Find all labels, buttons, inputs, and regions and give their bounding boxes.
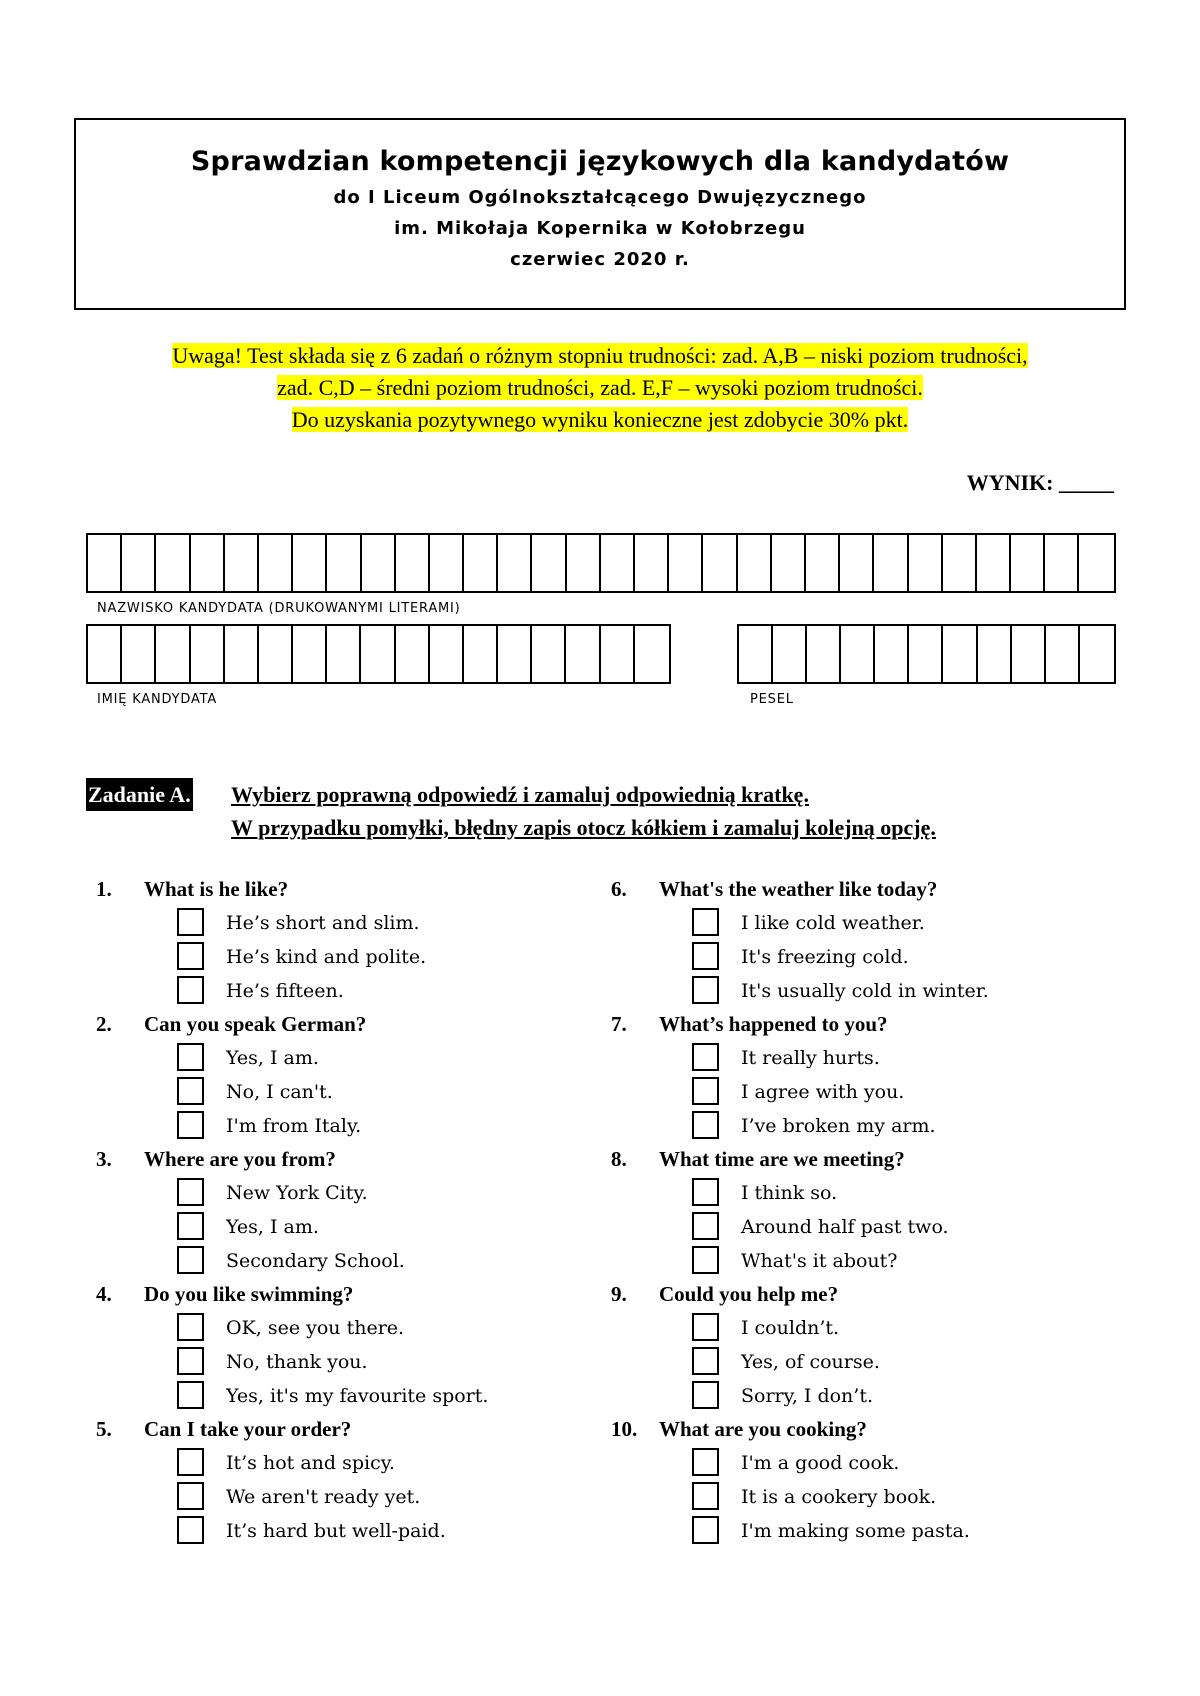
letter-cell[interactable] <box>943 535 977 591</box>
answer-checkbox[interactable] <box>177 908 204 936</box>
question-number: 1. <box>96 877 112 901</box>
pesel-label: PESEL <box>750 692 794 707</box>
letter-cell[interactable] <box>601 535 635 591</box>
answer-option-label: I like cold weather. <box>741 912 925 934</box>
answer-checkbox[interactable] <box>692 1212 719 1240</box>
answer-option[interactable] <box>611 1446 1131 1480</box>
answer-option[interactable] <box>611 1210 1131 1244</box>
letter-cell[interactable] <box>875 626 909 682</box>
task-instruction-2: W przypadku pomyłki, błędny zapis otocz kółkiem i zamaluj kolejną opcję. <box>231 815 936 840</box>
question-text: Where are you from? <box>144 1147 336 1171</box>
answer-option[interactable] <box>96 1041 616 1075</box>
answer-checkbox[interactable] <box>692 1246 719 1274</box>
letter-cell[interactable] <box>532 626 566 682</box>
question-title <box>96 872 616 906</box>
question-text: What is he like? <box>144 877 289 901</box>
answer-option-label: It really hurts. <box>741 1047 880 1069</box>
letter-cell[interactable] <box>396 626 430 682</box>
answer-checkbox[interactable] <box>692 1077 719 1105</box>
letter-cell[interactable] <box>1011 535 1045 591</box>
answer-option-label: I think so. <box>741 1182 838 1204</box>
header-box <box>74 118 1126 310</box>
letter-cell[interactable] <box>909 626 943 682</box>
answer-checkbox[interactable] <box>177 1313 204 1341</box>
answer-option[interactable] <box>611 1075 1131 1109</box>
question <box>611 1142 1131 1277</box>
answer-option-label: New York City. <box>226 1182 368 1204</box>
notice <box>0 340 1200 436</box>
question-text: Could you help me? <box>659 1282 839 1306</box>
question-text: What are you cooking? <box>659 1417 867 1441</box>
letter-cell[interactable] <box>806 535 840 591</box>
letter-cell[interactable] <box>601 626 635 682</box>
question <box>96 1007 616 1142</box>
answer-option[interactable] <box>611 1311 1131 1345</box>
letter-cell[interactable] <box>191 626 225 682</box>
answer-checkbox[interactable] <box>692 1178 719 1206</box>
letter-cell[interactable] <box>874 535 908 591</box>
answer-option-label: I agree with you. <box>741 1081 905 1103</box>
task-instruction-1: Wybierz poprawną odpowiedź i zamaluj odpowiednią kratkę. <box>231 782 809 807</box>
answer-checkbox[interactable] <box>692 1347 719 1375</box>
question-title <box>611 1007 1131 1041</box>
answer-option-label: It is a cookery book. <box>741 1486 937 1508</box>
surname-label: NAZWISKO KANDYDATA (DRUKOWANYMI LITERAMI) <box>97 601 461 616</box>
letter-cell[interactable] <box>259 626 293 682</box>
answer-option-label: I'm a good cook. <box>741 1452 900 1474</box>
letter-cell[interactable] <box>738 535 772 591</box>
answer-checkbox[interactable] <box>177 942 204 970</box>
letter-cell[interactable] <box>361 626 395 682</box>
answer-checkbox[interactable] <box>692 1448 719 1476</box>
question <box>96 1277 616 1412</box>
answer-option[interactable] <box>611 1109 1131 1143</box>
answer-option-label: It's freezing cold. <box>741 946 909 968</box>
task-heading <box>86 778 936 840</box>
question-number: 10. <box>611 1417 638 1441</box>
answer-option[interactable] <box>96 1345 616 1379</box>
answer-option-label: It’s hard but well-paid. <box>226 1520 446 1542</box>
answer-option[interactable] <box>611 940 1131 974</box>
answer-checkbox[interactable] <box>177 1347 204 1375</box>
question-number: 8. <box>611 1147 627 1171</box>
answer-option-label: He’s fifteen. <box>226 980 344 1002</box>
question-text: Can you speak German? <box>144 1012 367 1036</box>
answer-option[interactable] <box>96 1075 616 1109</box>
question <box>96 872 616 1007</box>
answer-option[interactable] <box>96 1311 616 1345</box>
question-title <box>96 1142 616 1176</box>
letter-cell[interactable] <box>739 626 773 682</box>
letter-cell[interactable] <box>464 626 498 682</box>
question-number: 9. <box>611 1282 627 1306</box>
letter-cell[interactable] <box>156 535 190 591</box>
letter-cell[interactable] <box>635 535 669 591</box>
letter-cell[interactable] <box>122 626 156 682</box>
question <box>96 1142 616 1277</box>
answer-option-label: No, I can't. <box>226 1081 333 1103</box>
answer-checkbox[interactable] <box>692 976 719 1004</box>
surname-grid[interactable] <box>86 533 1116 593</box>
answer-checkbox[interactable] <box>692 1043 719 1071</box>
question-number: 7. <box>611 1012 627 1036</box>
answer-option-label: He’s kind and polite. <box>226 946 427 968</box>
letter-cell[interactable] <box>293 535 327 591</box>
letter-cell[interactable] <box>532 535 566 591</box>
answer-checkbox[interactable] <box>692 1111 719 1139</box>
answer-option-label: OK, see you there. <box>226 1317 405 1339</box>
question <box>611 1412 1131 1547</box>
letter-cell[interactable] <box>567 535 601 591</box>
score-field[interactable]: WYNIK: _____ <box>966 470 1114 495</box>
letter-cell[interactable] <box>259 535 293 591</box>
letter-cell[interactable] <box>327 626 361 682</box>
answer-option[interactable] <box>96 1244 616 1278</box>
answer-checkbox[interactable] <box>177 1178 204 1206</box>
page-title: Sprawdzian kompetencji językowych dla kandydatów <box>190 146 1010 177</box>
answer-checkbox[interactable] <box>177 1381 204 1409</box>
question <box>611 872 1131 1007</box>
letter-cell[interactable] <box>396 535 430 591</box>
answer-checkbox[interactable] <box>177 1246 204 1274</box>
letter-cell[interactable] <box>977 535 1011 591</box>
question-text: What’s happened to you? <box>659 1012 888 1036</box>
answer-option[interactable] <box>96 974 616 1008</box>
letter-cell[interactable] <box>772 535 806 591</box>
question-text: What's the weather like today? <box>659 877 938 901</box>
answer-option-label: We aren't ready yet. <box>226 1486 421 1508</box>
task-instructions <box>231 778 1031 844</box>
letter-cell[interactable] <box>293 626 327 682</box>
answer-option-label: Secondary School. <box>226 1250 405 1272</box>
answer-option[interactable] <box>96 1514 616 1548</box>
answer-checkbox[interactable] <box>692 1381 719 1409</box>
question-title <box>611 1142 1131 1176</box>
answer-option-label: He’s short and slim. <box>226 912 420 934</box>
letter-cell[interactable] <box>430 626 464 682</box>
question-text: Do you like swimming? <box>144 1282 354 1306</box>
letter-cell[interactable] <box>635 626 669 682</box>
school-line: do I Liceum Ogólnokształcącego Dwujęzycznego <box>333 187 867 208</box>
answer-option[interactable] <box>611 1345 1131 1379</box>
answer-checkbox[interactable] <box>692 1313 719 1341</box>
answer-option-label: I'm making some pasta. <box>741 1520 970 1542</box>
answer-option[interactable] <box>611 974 1131 1008</box>
letter-cell[interactable] <box>703 535 737 591</box>
answer-option[interactable] <box>96 906 616 940</box>
letter-cell[interactable] <box>191 535 225 591</box>
letter-cell[interactable] <box>978 626 1012 682</box>
question-title <box>611 1277 1131 1311</box>
date-line: czerwiec 2020 r. <box>510 249 690 270</box>
answer-option[interactable] <box>611 1379 1131 1413</box>
letter-cell[interactable] <box>943 626 977 682</box>
letter-cell[interactable] <box>1080 626 1114 682</box>
letter-cell[interactable] <box>327 535 361 591</box>
task-tag: Zadanie A. <box>86 778 193 811</box>
answer-checkbox[interactable] <box>177 976 204 1004</box>
answer-checkbox[interactable] <box>177 1516 204 1544</box>
answer-option-label: No, thank you. <box>226 1351 368 1373</box>
letter-cell[interactable] <box>362 535 396 591</box>
answer-option-label: Yes, I am. <box>226 1216 319 1238</box>
name-grid[interactable] <box>86 624 671 684</box>
letter-cell[interactable] <box>669 535 703 591</box>
letter-cell[interactable] <box>841 626 875 682</box>
letter-cell[interactable] <box>840 535 874 591</box>
notice-line-2: zad. C,D – średni poziom trudności, zad. E,F – wysoki poziom trudności. <box>277 375 923 400</box>
letter-cell[interactable] <box>773 626 807 682</box>
answer-checkbox[interactable] <box>177 1212 204 1240</box>
letter-cell[interactable] <box>430 535 464 591</box>
answer-option[interactable] <box>96 1176 616 1210</box>
answer-checkbox[interactable] <box>692 908 719 936</box>
answer-option-label: Yes, I am. <box>226 1047 319 1069</box>
answer-option-label: Yes, it's my favourite sport. <box>226 1385 489 1407</box>
question-number: 3. <box>96 1147 112 1171</box>
letter-cell[interactable] <box>225 626 259 682</box>
question <box>96 1412 616 1547</box>
answer-checkbox[interactable] <box>177 1448 204 1476</box>
answer-checkbox[interactable] <box>177 1043 204 1071</box>
question <box>611 1007 1131 1142</box>
answer-option[interactable] <box>96 1480 616 1514</box>
pesel-grid[interactable] <box>737 624 1116 684</box>
answer-option[interactable] <box>96 1446 616 1480</box>
answer-option[interactable] <box>96 940 616 974</box>
letter-cell[interactable] <box>1012 626 1046 682</box>
answer-option-label: It's usually cold in winter. <box>741 980 989 1002</box>
answer-option-label: Yes, of course. <box>741 1351 880 1373</box>
question <box>611 1277 1131 1412</box>
letter-cell[interactable] <box>566 626 600 682</box>
letter-cell[interactable] <box>122 535 156 591</box>
question-title <box>96 1412 616 1446</box>
answer-option-label: It’s hot and spicy. <box>226 1452 395 1474</box>
notice-line-3: Do uzyskania pozytywnego wyniku konieczne jest zdobycie 30% pkt. <box>291 407 909 432</box>
notice-line-1: Uwaga! Test składa się z 6 zadań o różnym stopniu trudności: zad. A,B – niski poziom trudności, <box>172 343 1028 368</box>
letter-cell[interactable] <box>1045 535 1079 591</box>
letter-cell[interactable] <box>498 626 532 682</box>
letter-cell[interactable] <box>807 626 841 682</box>
answer-checkbox[interactable] <box>692 1516 719 1544</box>
question-number: 2. <box>96 1012 112 1036</box>
name-label: IMIĘ KANDYDATA <box>97 692 218 707</box>
question-number: 6. <box>611 877 627 901</box>
letter-cell[interactable] <box>464 535 498 591</box>
letter-cell[interactable] <box>909 535 943 591</box>
answer-option[interactable] <box>611 1041 1131 1075</box>
answer-checkbox[interactable] <box>177 1482 204 1510</box>
answer-option[interactable] <box>96 1109 616 1143</box>
answer-option-label: I couldn’t. <box>741 1317 840 1339</box>
letter-cell[interactable] <box>1046 626 1080 682</box>
answer-option[interactable] <box>96 1210 616 1244</box>
school-name-line: im. Mikołaja Kopernika w Kołobrzegu <box>394 218 806 239</box>
answer-checkbox[interactable] <box>177 1111 204 1139</box>
question-number: 4. <box>96 1282 112 1306</box>
question-text: What time are we meeting? <box>659 1147 905 1171</box>
answer-option[interactable] <box>611 1514 1131 1548</box>
question-text: Can I take your order? <box>144 1417 352 1441</box>
answer-option-label: Around half past two. <box>741 1216 949 1238</box>
letter-cell[interactable] <box>225 535 259 591</box>
letter-cell[interactable] <box>498 535 532 591</box>
answer-option-label: I’ve broken my arm. <box>741 1115 936 1137</box>
letter-cell[interactable] <box>88 626 122 682</box>
answer-checkbox[interactable] <box>177 1077 204 1105</box>
answer-option[interactable] <box>611 1244 1131 1278</box>
answer-checkbox[interactable] <box>692 942 719 970</box>
answer-option[interactable] <box>611 1480 1131 1514</box>
answer-option-label: What's it about? <box>741 1250 898 1272</box>
letter-cell[interactable] <box>156 626 190 682</box>
answer-option[interactable] <box>611 1176 1131 1210</box>
letter-cell[interactable] <box>88 535 122 591</box>
answer-option[interactable] <box>96 1379 616 1413</box>
questions-right-column <box>611 872 1131 1547</box>
question-title <box>96 1277 616 1311</box>
answer-option[interactable] <box>611 906 1131 940</box>
question-number: 5. <box>96 1417 112 1441</box>
answer-checkbox[interactable] <box>692 1482 719 1510</box>
questions-left-column <box>96 872 616 1547</box>
answer-option-label: Sorry, I don’t. <box>741 1385 874 1407</box>
letter-cell[interactable] <box>1079 535 1113 591</box>
question-title <box>611 1412 1131 1446</box>
question-title <box>96 1007 616 1041</box>
answer-option-label: I'm from Italy. <box>226 1115 362 1137</box>
question-title <box>611 872 1131 906</box>
